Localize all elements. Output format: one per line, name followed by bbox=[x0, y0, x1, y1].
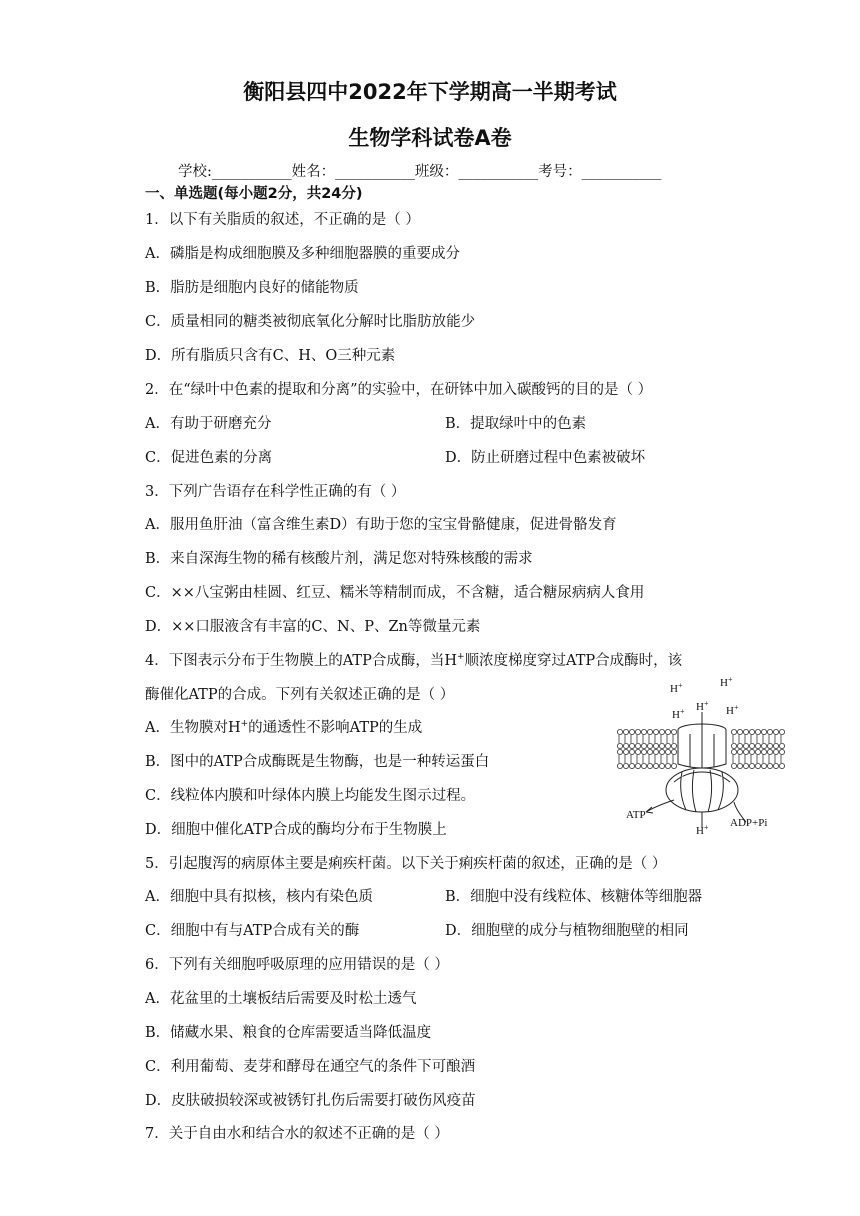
svg-text:H+: H+ bbox=[696, 823, 709, 837]
phospholipid-head bbox=[671, 743, 676, 748]
phospholipid-head bbox=[761, 743, 766, 748]
phospholipid-head bbox=[623, 763, 628, 768]
phospholipid-head bbox=[659, 749, 664, 754]
phospholipid-head bbox=[755, 729, 760, 734]
phospholipid-head bbox=[743, 763, 748, 768]
phospholipid-head bbox=[773, 743, 778, 748]
adp-pi-label: ADP+Pi bbox=[730, 817, 768, 829]
question-2-option-a: A．有助于研磨充分 bbox=[145, 416, 272, 432]
phospholipid-head bbox=[731, 749, 736, 754]
phospholipid-head bbox=[665, 763, 670, 768]
phospholipid-head bbox=[731, 743, 736, 748]
phospholipid-head bbox=[641, 749, 646, 754]
question-6-option-a: A．花盆里的土壤板结后需要及时松土透气 bbox=[145, 991, 417, 1007]
question-1-option-d: D．所有脂质只含有C、H、O三种元素 bbox=[145, 348, 396, 364]
phospholipid-head bbox=[647, 749, 652, 754]
question-3-option-a: A．服用鱼肝油（富含维生素D）有助于您的宝宝骨骼健康，促进骨骼发育 bbox=[145, 517, 617, 533]
phospholipid-head bbox=[749, 763, 754, 768]
question-4-option-b: B．图中的ATP合成酶既是生物酶，也是一种转运蛋白 bbox=[145, 754, 490, 770]
phospholipid-head bbox=[779, 729, 784, 734]
phospholipid-head bbox=[779, 749, 784, 754]
phospholipid-head bbox=[647, 763, 652, 768]
phospholipid-head bbox=[653, 743, 658, 748]
question-4-stem-line2: 酶催化ATP的合成。下列有关叙述正确的是（ ） bbox=[145, 687, 455, 703]
phospholipid-head bbox=[653, 729, 658, 734]
phospholipid-head bbox=[761, 749, 766, 754]
phospholipid-head bbox=[641, 763, 646, 768]
phospholipid-head bbox=[665, 729, 670, 734]
phospholipid-head bbox=[773, 749, 778, 754]
phospholipid-head bbox=[755, 749, 760, 754]
phospholipid-head bbox=[743, 749, 748, 754]
question-3-option-d: D．××口服液含有丰富的C、N、P、Zn等微量元素 bbox=[145, 619, 481, 635]
svg-text:H+: H+ bbox=[720, 675, 733, 689]
question-5-option-c: C．细胞中有与ATP合成有关的酶 bbox=[145, 923, 360, 939]
phospholipid-head bbox=[671, 763, 676, 768]
exam-title: 衡阳县四中2022年下学期高一半期考试 bbox=[243, 80, 617, 104]
phospholipid-head bbox=[767, 763, 772, 768]
question-7-stem: 7．关于自由水和结合水的叙述不正确的是（ ） bbox=[145, 1126, 449, 1142]
phospholipid-head bbox=[641, 743, 646, 748]
question-6-option-b: B．储藏水果、粮食的仓库需要适当降低温度 bbox=[145, 1025, 432, 1041]
question-5-option-d: D．细胞壁的成分与植物细胞壁的相同 bbox=[445, 923, 689, 939]
phospholipid-head bbox=[617, 763, 622, 768]
question-2-option-b: B．提取绿叶中的色素 bbox=[445, 416, 587, 432]
svg-text:H+: H+ bbox=[672, 707, 685, 721]
phospholipid-head bbox=[773, 729, 778, 734]
phospholipid-head bbox=[773, 763, 778, 768]
question-1-option-c: C．质量相同的糖类被彻底氧化分解时比脂肪放能少 bbox=[145, 314, 476, 330]
question-4-option-d: D．细胞中催化ATP合成的酶均分布于生物膜上 bbox=[145, 822, 447, 838]
phospholipid-head bbox=[749, 749, 754, 754]
phospholipid-head bbox=[641, 729, 646, 734]
phospholipid-head bbox=[767, 743, 772, 748]
question-4-stem-line1: 4．下图表示分布于生物膜上的ATP合成酶，当H+顺浓度梯度穿过ATP合成酶时，该 bbox=[145, 652, 683, 669]
phospholipid-head bbox=[671, 729, 676, 734]
phospholipid-head bbox=[629, 763, 634, 768]
phospholipid-head bbox=[635, 743, 640, 748]
phospholipid-head bbox=[761, 729, 766, 734]
question-1-option-b: B．脂肪是细胞内良好的储能物质 bbox=[145, 280, 359, 296]
phospholipid-head bbox=[737, 743, 742, 748]
question-4-option-c: C．线粒体内膜和叶绿体内膜上均能发生图示过程。 bbox=[145, 788, 476, 804]
phospholipid-head bbox=[635, 763, 640, 768]
phospholipid-head bbox=[767, 729, 772, 734]
phospholipid-head bbox=[617, 743, 622, 748]
question-5-option-b: B．细胞中没有线粒体、核糖体等细胞器 bbox=[445, 889, 703, 905]
phospholipid-head bbox=[647, 743, 652, 748]
phospholipid-head bbox=[635, 729, 640, 734]
question-3-option-b: B．来自深海生物的稀有核酸片剂，满足您对特殊核酸的需求 bbox=[145, 551, 533, 567]
phospholipid-head bbox=[731, 729, 736, 734]
question-3-option-c: C．××八宝粥由桂圆、红豆、糯米等精制而成，不含糖，适合糖尿病病人食用 bbox=[145, 585, 645, 601]
question-1-option-a: A．磷脂是构成细胞膜及多种细胞器膜的重要成分 bbox=[145, 246, 460, 262]
phospholipid-head bbox=[617, 729, 622, 734]
phospholipid-head bbox=[647, 729, 652, 734]
phospholipid-head bbox=[623, 749, 628, 754]
question-6-option-d: D．皮肤破损较深或被锈钉扎伤后需要打破伤风疫苗 bbox=[145, 1093, 476, 1109]
question-5-stem: 5．引起腹泻的病原体主要是痢疾杆菌。以下关于痢疾杆菌的叙述，正确的是（ ） bbox=[145, 856, 667, 872]
exam-subtitle: 生物学科试卷A卷 bbox=[348, 126, 512, 150]
student-info-line: 学校:___________姓名：___________班级：___________考号：___________ bbox=[178, 164, 662, 180]
svg-text:H+: H+ bbox=[726, 703, 739, 717]
phospholipid-head bbox=[629, 729, 634, 734]
phospholipid-head bbox=[617, 749, 622, 754]
phospholipid-head bbox=[737, 729, 742, 734]
phospholipid-head bbox=[731, 763, 736, 768]
phospholipid-head bbox=[779, 743, 784, 748]
question-4-option-a: A．生物膜对H+的通透性不影响ATP的生成 bbox=[145, 719, 423, 736]
question-1-stem: 1．以下有关脂质的叙述，不正确的是（ ） bbox=[145, 212, 420, 228]
phospholipid-head bbox=[749, 743, 754, 748]
phospholipid-head bbox=[737, 763, 742, 768]
phospholipid-head bbox=[755, 763, 760, 768]
phospholipid-head bbox=[743, 743, 748, 748]
phospholipid-head bbox=[665, 749, 670, 754]
phospholipid-head bbox=[629, 749, 634, 754]
phospholipid-head bbox=[779, 763, 784, 768]
atp-synthase-figure bbox=[616, 672, 786, 840]
question-6-option-c: C．利用葡萄、麦芽和酵母在通空气的条件下可酿酒 bbox=[145, 1059, 476, 1075]
question-5-option-a: A．细胞中具有拟核，核内有染色质 bbox=[145, 889, 373, 905]
phospholipid-head bbox=[665, 743, 670, 748]
svg-text:H+: H+ bbox=[670, 681, 683, 695]
atp-label: ATP bbox=[626, 809, 646, 821]
phospholipid-head bbox=[623, 729, 628, 734]
phospholipid-head bbox=[659, 743, 664, 748]
question-2-option-c: C．促进色素的分离 bbox=[145, 450, 273, 466]
phospholipid-head bbox=[659, 729, 664, 734]
phospholipid-head bbox=[629, 743, 634, 748]
question-6-stem: 6．下列有关细胞呼吸原理的应用错误的是（ ） bbox=[145, 957, 449, 973]
phospholipid-head bbox=[761, 763, 766, 768]
phospholipid-head bbox=[671, 749, 676, 754]
phospholipid-head bbox=[767, 749, 772, 754]
phospholipid-head bbox=[749, 729, 754, 734]
svg-text:H+: H+ bbox=[696, 699, 709, 713]
question-2-stem: 2．在“绿叶中色素的提取和分离”的实验中，在研钵中加入碳酸钙的目的是（ ） bbox=[145, 382, 653, 398]
question-2-option-d: D．防止研磨过程中色素被破坏 bbox=[445, 450, 646, 466]
section-heading: 一、单选题(每小题2分，共24分) bbox=[145, 186, 363, 202]
phospholipid-head bbox=[659, 763, 664, 768]
phospholipid-head bbox=[653, 749, 658, 754]
phospholipid-head bbox=[737, 749, 742, 754]
phospholipid-head bbox=[653, 763, 658, 768]
phospholipid-head bbox=[623, 743, 628, 748]
phospholipid-head bbox=[755, 743, 760, 748]
question-3-stem: 3．下列广告语存在科学性正确的有（ ） bbox=[145, 484, 406, 500]
phospholipid-head bbox=[635, 749, 640, 754]
phospholipid-head bbox=[743, 729, 748, 734]
